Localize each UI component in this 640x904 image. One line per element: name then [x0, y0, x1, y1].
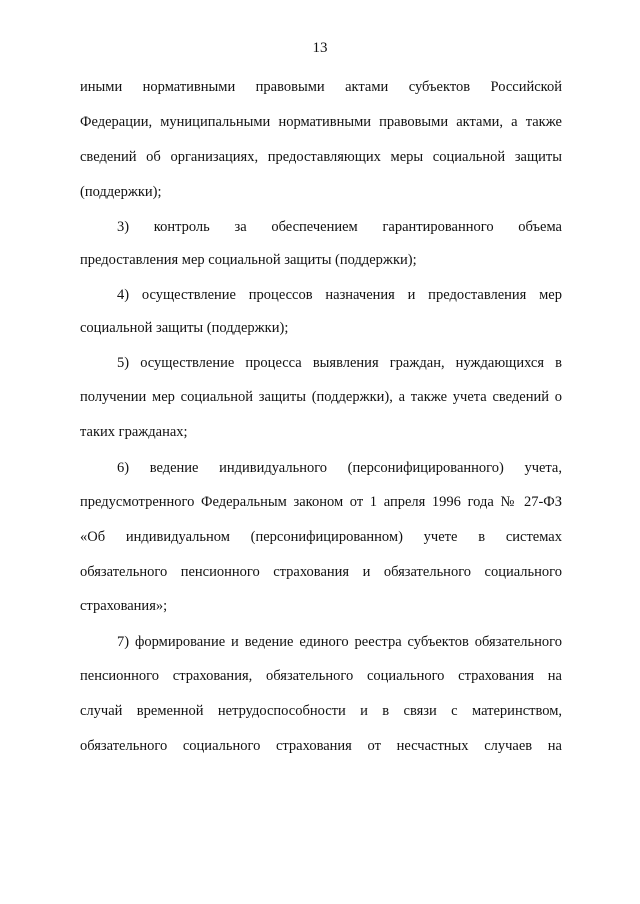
text-line: Федерации, муниципальными нормативными правовыми актами, а также	[80, 114, 562, 130]
text-line: обязательного пенсионного страхования и обязательного социального	[80, 564, 562, 580]
text-line: предусмотренного Федеральным законом от 1 апреля 1996 года № 27-ФЗ	[80, 494, 562, 510]
page-number: 13	[312, 40, 328, 56]
text-line: таких гражданах;	[80, 424, 188, 440]
text-line: «Об индивидуальном (персонифицированном) учете в системах	[80, 529, 562, 545]
list-item-6-first-line: 6) ведение индивидуального (персонифицированного) учета,	[117, 460, 562, 476]
list-item-7-first-line: 7) формирование и ведение единого реестра субъектов обязательного	[117, 634, 562, 650]
text-line: социальной защиты (поддержки);	[80, 320, 289, 336]
text-line: иными нормативными правовыми актами субъектов Российской	[80, 79, 562, 95]
text-line: сведений об организациях, предоставляющих меры социальной защиты	[80, 149, 562, 165]
text-line: предоставления мер социальной защиты (поддержки);	[80, 252, 417, 268]
list-item-5-first-line: 5) осуществление процесса выявления граждан, нуждающихся в	[117, 355, 562, 371]
text-line: получении мер социальной защиты (поддержки), а также учета сведений о	[80, 389, 562, 405]
text-line: пенсионного страхования, обязательного социального страхования на	[80, 668, 562, 684]
text-line: (поддержки);	[80, 184, 162, 200]
text-line: обязательного социального страхования от несчастных случаев на	[80, 738, 562, 754]
list-item-4-first-line: 4) осуществление процессов назначения и предоставления мер	[117, 287, 562, 303]
list-item-3-first-line: 3) контроль за обеспечением гарантированного объема	[117, 219, 562, 235]
text-line: страхования»;	[80, 598, 168, 614]
text-line: случай временной нетрудоспособности и в связи с материнством,	[80, 703, 562, 719]
